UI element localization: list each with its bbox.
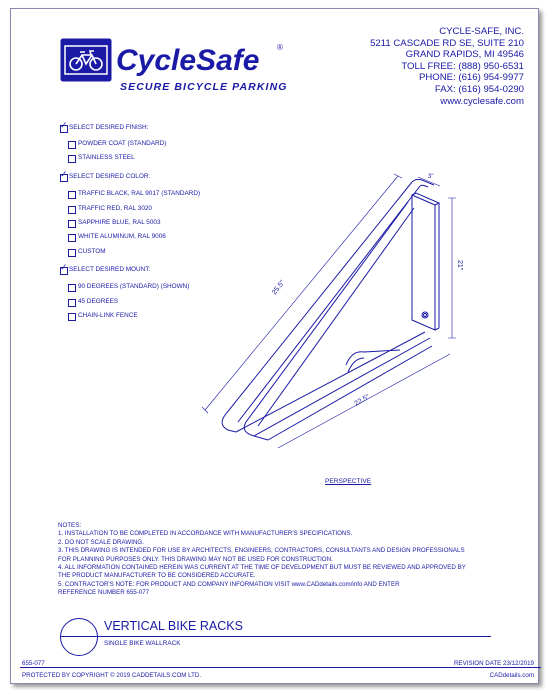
note-line: 2. DO NOT SCALE DRAWING. bbox=[58, 538, 144, 546]
finish-option-checkbox[interactable] bbox=[68, 141, 76, 149]
note-line: REFERENCE NUMBER 655-077 bbox=[58, 589, 150, 597]
footer-rule bbox=[20, 667, 541, 668]
color-option-checkbox[interactable] bbox=[68, 234, 76, 242]
notes-header: NOTES: bbox=[58, 522, 82, 529]
color-option-red: TRAFFIC RED, RAL 3020 bbox=[78, 205, 152, 212]
logo-tagline: SECURE BICYCLE PARKING bbox=[120, 81, 288, 93]
note-line: 1. INSTALLATION TO BE COMPLETED IN ACCORDANCE WITH MANUFACTURER'S SPECIFICATIONS. bbox=[58, 530, 353, 538]
color-option-black: TRAFFIC BLACK, RAL 9017 (STANDARD) bbox=[78, 190, 201, 197]
company-fax: FAX: (616) 954-0290 bbox=[434, 83, 524, 95]
dimension-diagonal: 25.5" bbox=[271, 279, 287, 297]
company-info bbox=[370, 26, 524, 107]
color-option-blue: SAPPHIRE BLUE, RAL 5003 bbox=[78, 219, 161, 226]
title-circle bbox=[60, 618, 98, 656]
mount-header: SELECT DESIRED MOUNT: bbox=[69, 266, 151, 273]
drawing-title: VERTICAL BIKE RACKS bbox=[104, 619, 243, 633]
finish-header: SELECT DESIRED FINISH: bbox=[69, 124, 149, 131]
mount-option-90: 90 DEGREES (STANDARD) (SHOWN) bbox=[78, 283, 190, 290]
note-line: 3. THIS DRAWING IS INTENDED FOR USE BY ARCHITECTS, ENGINEERS, CONTRACTORS, CONSULTANTS AND DESIGN PROFESSIONALS bbox=[58, 547, 465, 555]
note-line: FOR PLANNING PURPOSES ONLY. THIS DRAWING MAY NOT BE USED FOR CONSTRUCTION. bbox=[58, 555, 333, 563]
reference-number: 655-077 bbox=[22, 660, 45, 667]
color-option-white: WHITE ALUMINUM, RAL 9006 bbox=[78, 233, 166, 240]
company-phone: PHONE: (616) 954-9977 bbox=[418, 72, 524, 84]
checkmark-icon: ✓ bbox=[60, 262, 68, 272]
checkmark-icon: ✓ bbox=[60, 120, 68, 130]
bike-rack-perspective-drawing bbox=[150, 160, 480, 450]
color-option-checkbox[interactable] bbox=[68, 249, 76, 257]
mount-option-chain-link: CHAIN-LINK FENCE bbox=[78, 312, 138, 319]
company-address-line1: 5211 CASCADE RD SE, SUITE 210 bbox=[370, 37, 524, 49]
caddetails-link[interactable]: CADdetails.com bbox=[489, 672, 534, 679]
perspective-label: PERSPECTIVE bbox=[325, 478, 372, 485]
drawing-subtitle: SINGLE BIKE WALLRACK bbox=[104, 640, 181, 647]
registered-mark: ® bbox=[277, 43, 283, 52]
color-header: SELECT DESIRED COLOR: bbox=[69, 173, 151, 180]
revision-date: REVISION DATE 23/12/2019 bbox=[453, 660, 534, 667]
mount-option-checkbox[interactable] bbox=[68, 299, 76, 307]
checkmark-icon: ✓ bbox=[60, 169, 68, 179]
note-line: THE PRODUCT MANUFACTURER TO BE CONSIDERED ACCURATE. bbox=[58, 572, 256, 580]
mount-option-checkbox[interactable] bbox=[68, 313, 76, 321]
note-line: 5. CONTRACTOR'S NOTE: FOR PRODUCT AND COMPANY INFORMATION VISIT www.CADdetails.com/info AND ENTER bbox=[58, 580, 400, 588]
color-option-checkbox[interactable] bbox=[68, 206, 76, 214]
mount-option-checkbox[interactable] bbox=[68, 284, 76, 292]
dimension-height: 21" bbox=[456, 260, 463, 271]
dimension-bottom: 22.5" bbox=[353, 393, 371, 408]
notes-block bbox=[58, 522, 498, 598]
finish-option-checkbox[interactable] bbox=[68, 155, 76, 163]
company-tollfree: TOLL FREE: (888) 950-6531 bbox=[401, 60, 524, 72]
logo-brand: CycleSafe bbox=[116, 44, 260, 77]
note-line: 4. ALL INFORMATION CONTAINED HEREIN WAS CURRENT AT THE TIME OF DEVELOPMENT BUT MUST BE REVIEWED AND APPROVED BY bbox=[58, 564, 466, 572]
copyright-notice: PROTECTED BY COPYRIGHT © 2019 CADDETAILS.COM LTD. bbox=[22, 672, 202, 679]
color-option-checkbox[interactable] bbox=[68, 220, 76, 228]
dimension-top: 3" bbox=[428, 174, 434, 180]
color-option-custom: CUSTOM bbox=[78, 248, 106, 255]
company-address-line2: GRAND RAPIDS, MI 49546 bbox=[405, 49, 524, 61]
title-rule bbox=[60, 636, 491, 637]
color-option-checkbox[interactable] bbox=[68, 191, 76, 199]
cyclesafe-logo bbox=[60, 38, 290, 100]
finish-option-stainless: STAINLESS STEEL bbox=[78, 154, 135, 161]
finish-option-powder-coat: POWDER COAT (STANDARD) bbox=[78, 140, 167, 147]
company-name: CYCLE-SAFE, INC. bbox=[439, 26, 524, 37]
company-website[interactable]: www.cyclesafe.com bbox=[440, 95, 524, 107]
mount-option-45: 45 DEGREES bbox=[78, 298, 119, 305]
